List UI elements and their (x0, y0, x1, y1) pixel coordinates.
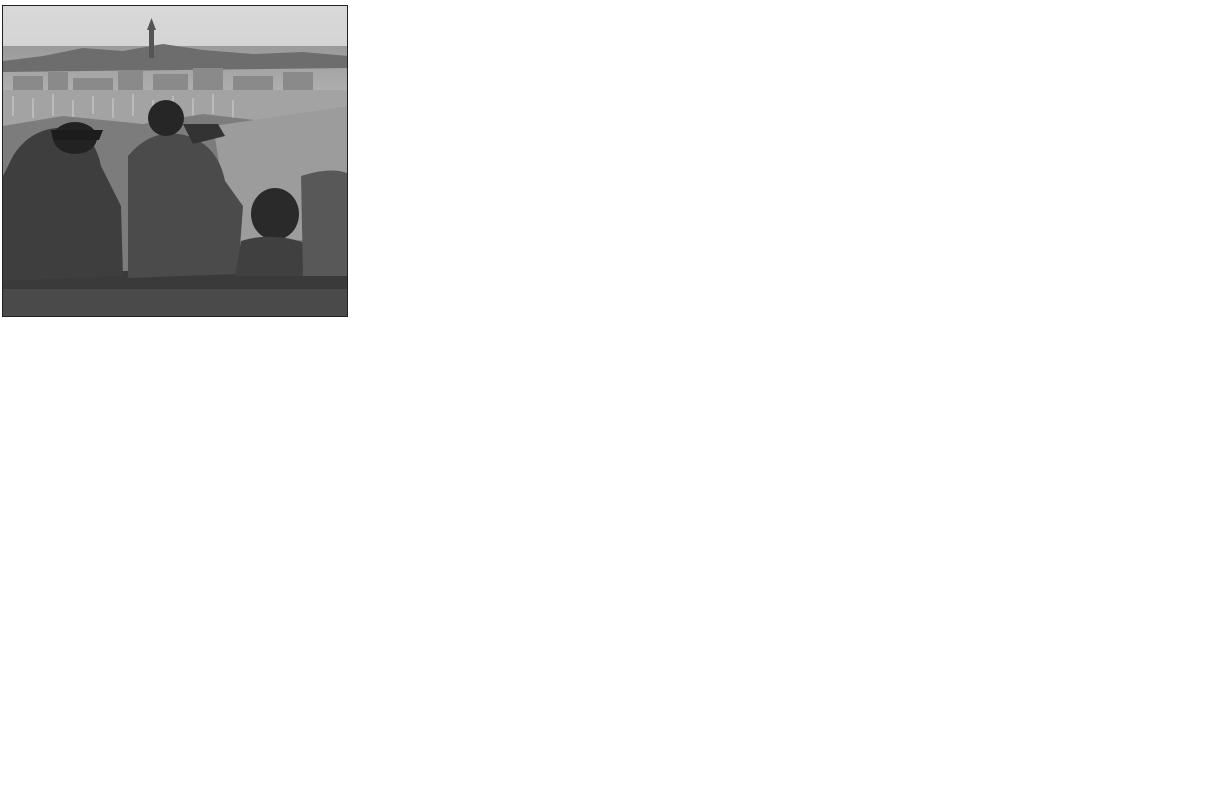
hikers-photo-image (3, 6, 348, 317)
puzzle-photo (2, 5, 348, 317)
crossword-grid (2, 5, 1220, 797)
